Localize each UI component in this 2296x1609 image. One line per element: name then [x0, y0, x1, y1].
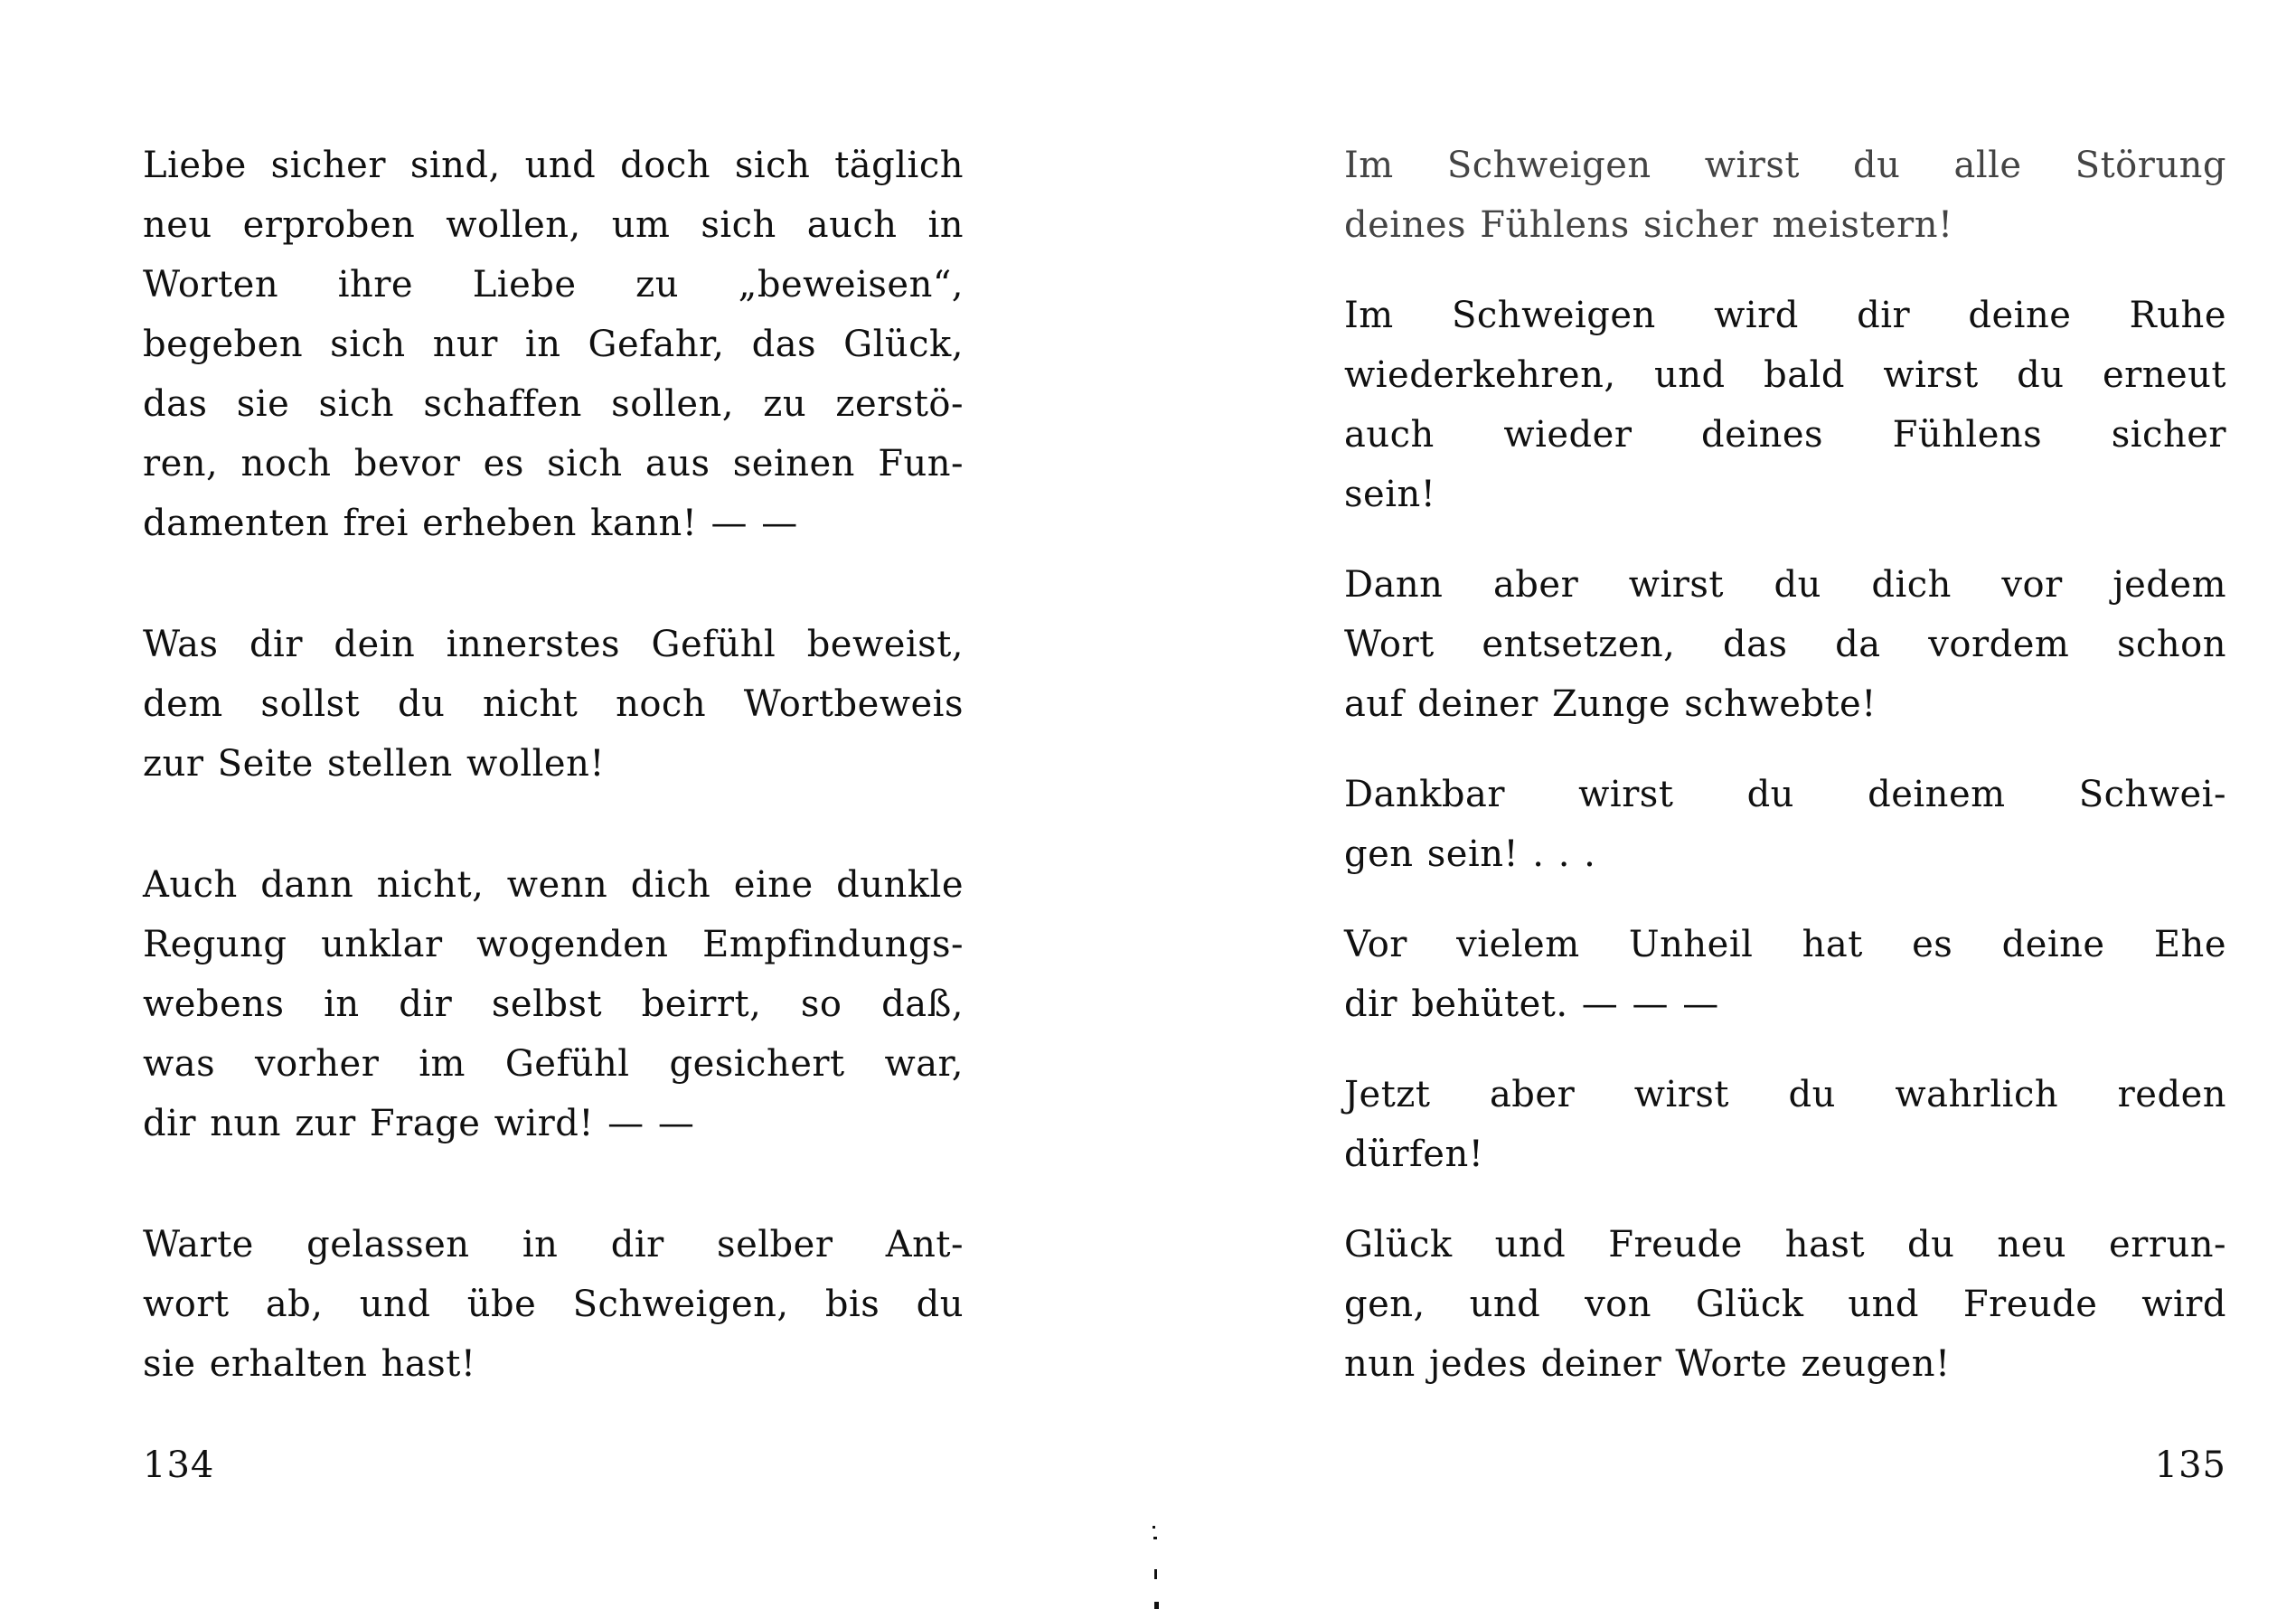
text-line: dem sollst du nicht noch Wortbeweis	[143, 683, 964, 725]
text-line: Im Schweigen wird dir deine Ruhe	[1344, 295, 2226, 336]
text-line: was vorher im Gefühl gesichert war,	[143, 1043, 964, 1085]
text-line: Was dir dein innerstes Gefühl beweist,	[143, 624, 964, 665]
page-number-left: 134	[143, 1444, 215, 1486]
binding-mark-dash	[1154, 1569, 1157, 1579]
text-line: begeben sich nur in Gefahr, das Glück,	[143, 324, 964, 365]
text-line: das sie sich schaffen sollen, zu zerstö-	[143, 383, 964, 425]
text-line: Warte gelassen in dir selber Ant-	[143, 1224, 964, 1266]
text-line: Im Schweigen wirst du alle Störung	[1344, 145, 2226, 186]
text-line: damenten frei erheben kann! — —	[143, 503, 798, 544]
paragraph	[1344, 555, 2226, 734]
text-line: webens in dir selbst beirrt, so daß,	[143, 983, 964, 1025]
text-line: neu erproben wollen, um sich auch in	[143, 204, 964, 246]
paragraph	[143, 855, 964, 1153]
text-line: dürfen!	[1344, 1134, 1484, 1175]
paragraph	[1344, 1065, 2226, 1184]
text-line: zur Seite stellen wollen!	[143, 743, 605, 785]
paragraph	[143, 615, 964, 794]
paragraph	[143, 136, 964, 553]
text-line: wiederkehren, und bald wirst du erneut	[1344, 354, 2226, 396]
paragraph	[143, 1215, 964, 1394]
paragraph	[1344, 915, 2226, 1034]
page-number-right: 135	[2154, 1444, 2226, 1486]
text-line: gen sein! . . .	[1344, 833, 1596, 875]
binding-marks	[1152, 1526, 1159, 1609]
text-line: auch wieder deines Fühlens sicher	[1344, 414, 2226, 456]
text-line: Regung unklar wogenden Empfindungs-	[143, 924, 964, 965]
text-line: Dann aber wirst du dich vor jedem	[1344, 564, 2226, 606]
text-line: sie erhalten hast!	[143, 1343, 476, 1385]
text-line: ren, noch bevor es sich aus seinen Fun-	[143, 443, 964, 485]
binding-mark-dot	[1153, 1526, 1155, 1529]
text-line: dir nun zur Frage wird! — —	[143, 1103, 695, 1144]
text-line: Auch dann nicht, wenn dich eine dunkle	[143, 864, 964, 906]
paragraph	[1344, 286, 2226, 524]
text-line: Worten ihre Liebe zu „beweisen“,	[143, 264, 964, 306]
paragraph	[1344, 136, 2226, 255]
text-line: auf deiner Zunge schwebte!	[1344, 683, 1877, 725]
text-line: sein!	[1344, 474, 1436, 515]
paragraph	[1344, 1215, 2226, 1394]
binding-mark-dot	[1153, 1537, 1157, 1539]
text-line: Liebe sicher sind, und doch sich täglich	[143, 145, 964, 186]
binding-mark-dash	[1154, 1602, 1159, 1609]
text-line: dir behütet. — — —	[1344, 983, 1719, 1025]
text-line: wort ab, und übe Schweigen, bis du	[143, 1284, 964, 1325]
page-right-text	[1344, 136, 2226, 1425]
text-line: Glück und Freude hast du neu errun-	[1344, 1224, 2226, 1266]
text-line: Vor vielem Unheil hat es deine Ehe	[1344, 924, 2226, 965]
text-line: deines Fühlens sicher meistern!	[1344, 204, 1953, 246]
text-line: Wort entsetzen, das da vordem schon	[1344, 624, 2226, 665]
paragraph	[1344, 765, 2226, 884]
page-left-text	[143, 136, 964, 1455]
text-line: nun jedes deiner Worte zeugen!	[1344, 1343, 1951, 1385]
text-line: gen, und von Glück und Freude wird	[1344, 1284, 2226, 1325]
text-line: Dankbar wirst du deinem Schwei-	[1344, 774, 2226, 815]
text-line: Jetzt aber wirst du wahrlich reden	[1344, 1074, 2226, 1115]
